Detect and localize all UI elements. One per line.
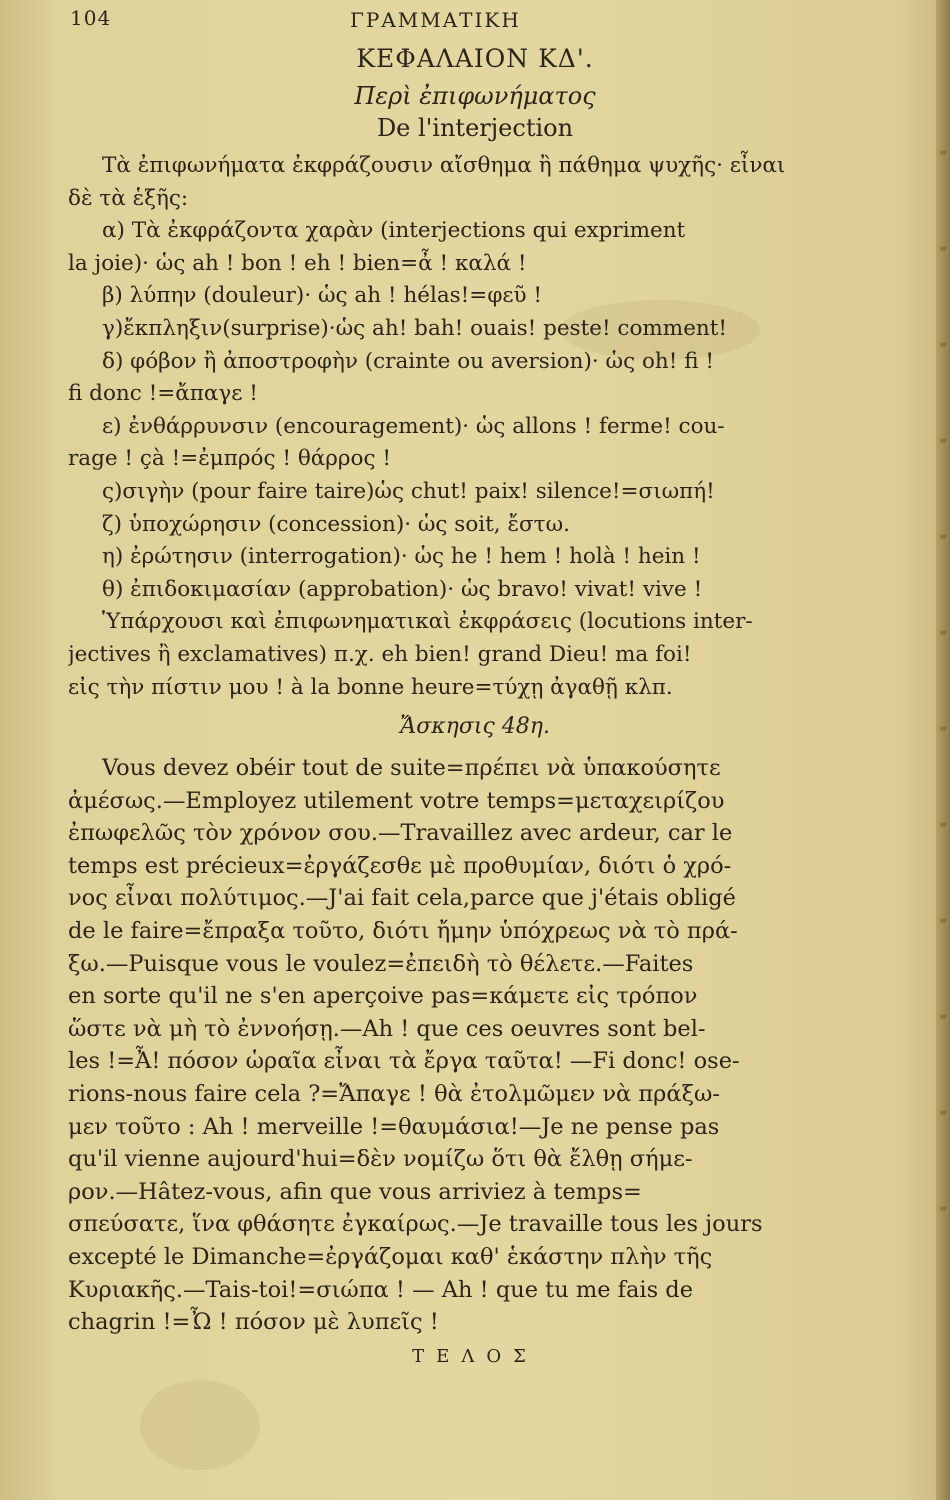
exercise-line: μεν τοῦτο : Ah ! merveille !=θαυμάσια!—Je ne pense pas [68,1113,720,1140]
text-line: ς)σιγὴν (pour faire taire)ὡς chut! paix! silence!=σιωπή! [102,478,715,504]
text-line: δ) φόβον ἢ ἀποστροφὴν (crainte ou aversion)· ὡς oh! fi ! [102,348,715,374]
exercise-line: rions-nous faire cela ?=Ἄπαγε ! θὰ ἐτολμῶμεν νὰ πράξω- [68,1080,720,1107]
exercise-line: chagrin !=Ὦ ! πόσον μὲ λυπεῖς ! [68,1309,439,1336]
text-line: α) Τὰ ἐκφράζοντα χαρὰν (interjections qui expriment [102,218,686,244]
running-head: ΓΡΑΜΜΑΤΙΚΗ [350,8,521,32]
exercise-line: ἀμέσως.—Employez utilement votre temps=μεταχειρίζου [68,787,725,814]
exercise-section [68,752,868,1339]
text-line: Τὰ ἐπιφωνήματα ἐκφράζουσιν αἴσθημα ἢ πάθημα ψυχῆς· εἶναι [102,153,786,178]
text-line: jectives ἢ exclamatives) π.χ. eh bien! grand Dieu! ma foi! [68,641,692,667]
page-header [70,6,890,36]
chapter-title: ΚΕΦΑΛΑΙΟΝ ΚΔ'. [356,44,594,73]
exercise-line: les !=Ἆ! πόσον ὡραῖα εἶναι τὰ ἔργα ταῦτα! —Fi donc! ose- [68,1048,740,1075]
text-line: θ) ἐπιδοκιμασίαν (approbation)· ὡς bravo! vivat! vive ! [102,576,703,602]
text-line: ε) ἐνθάρρυνσιν (encouragement)· ὡς allons ! ferme! cou- [102,413,725,439]
exercise-line: qu'il vienne aujourd'hui=δὲν νομίζω ὅτι θὰ ἔλθῃ σήμε- [68,1146,693,1173]
chapter-subtitle-french: De l'interjection [376,114,574,142]
exercise-line: Κυριακῆς.—Tais-toi!=σιώπα ! — Ah ! que tu me fais de [68,1276,694,1303]
page-number: 104 [70,6,112,30]
exercise-line: ξω.—Puisque vous le voulez=ἐπειδὴ τὸ θέλετε.—Faites [68,950,694,977]
exercise-line: ὥστε νὰ μὴ τὸ ἐννοήσῃ.—Ah ! que ces oeuvres sont bel- [68,1015,706,1042]
text-line: ζ) ὑποχώρησιν (concession)· ὡς soit, ἔστω. [102,511,570,537]
text-line: η) ἐρώτησιν (interrogation)· ὡς he ! hem ! holà ! hein ! [102,544,701,570]
chapter-subtitle-greek: Περὶ ἐπιφωνήματος [354,82,596,110]
exercise-line: temps est précieux=ἐργάζεσθε μὲ προθυμίαν, διότι ὁ χρό- [68,852,732,879]
end-mark: ΤΕΛΟΣ [412,1346,538,1367]
text-line: la joie)· ὡς ah ! bon ! eh ! bien=ἆ ! καλά ! [68,250,527,276]
text-line: εἰς τὴν πίστιν μου ! à la bonne heure=τύχῃ ἀγαθῇ κλπ. [68,674,673,700]
paper-stain [140,1380,260,1470]
page-edge-marks [940,60,946,1260]
exercise-line: en sorte qu'il ne s'en aperçoive pas=κάμετε εἰς τρόπον [68,983,698,1010]
text-line: γ)ἔκπληξιν(surprise)·ὡς ah! bah! ouais! peste! comment! [102,315,728,341]
exercise-title: Ἄσκησις 48η. [400,714,550,739]
text-line: δὲ τὰ ἑξῆς: [68,185,189,211]
text-line: Ὑπάρχουσι καὶ ἐπιφωνηματικαὶ ἐκφράσεις (locutions inter- [102,609,753,635]
exercise-line: excepté le Dimanche=ἐργάζομαι καθ' ἑκάστην πλὴν τῆς [68,1243,713,1270]
text-line: rage ! çà !=ἐμπρός ! θάρρος ! [68,446,392,472]
exercise-line: de le faire=ἔπραξα τοῦτο, διότι ἤμην ὑπόχρεως νὰ τὸ πρά- [68,917,738,944]
exercise-line: ρον.—Hâtez-vous, afin que vous arriviez à temps= [68,1178,642,1205]
exercise-line: ἐπωφελῶς τὸν χρόνον σου.—Travaillez avec ardeur, car le [68,820,733,847]
intro-section [68,150,868,704]
exercise-line: Vous devez obéir tout de suite=πρέπει νὰ ὑπακούσητε [102,755,721,781]
text-line: fi donc !=ἄπαγε ! [68,381,258,407]
exercise-line: σπεύσατε, ἵνα φθάσητε ἐγκαίρως.—Je travaille tous les jours [68,1211,763,1238]
exercise-line: νος εἶναι πολύτιμος.—J'ai fait cela,parce que j'étais obligé [68,885,736,912]
text-line: β) λύπην (douleur)· ὡς ah ! hélas!=φεῦ ! [102,283,543,309]
